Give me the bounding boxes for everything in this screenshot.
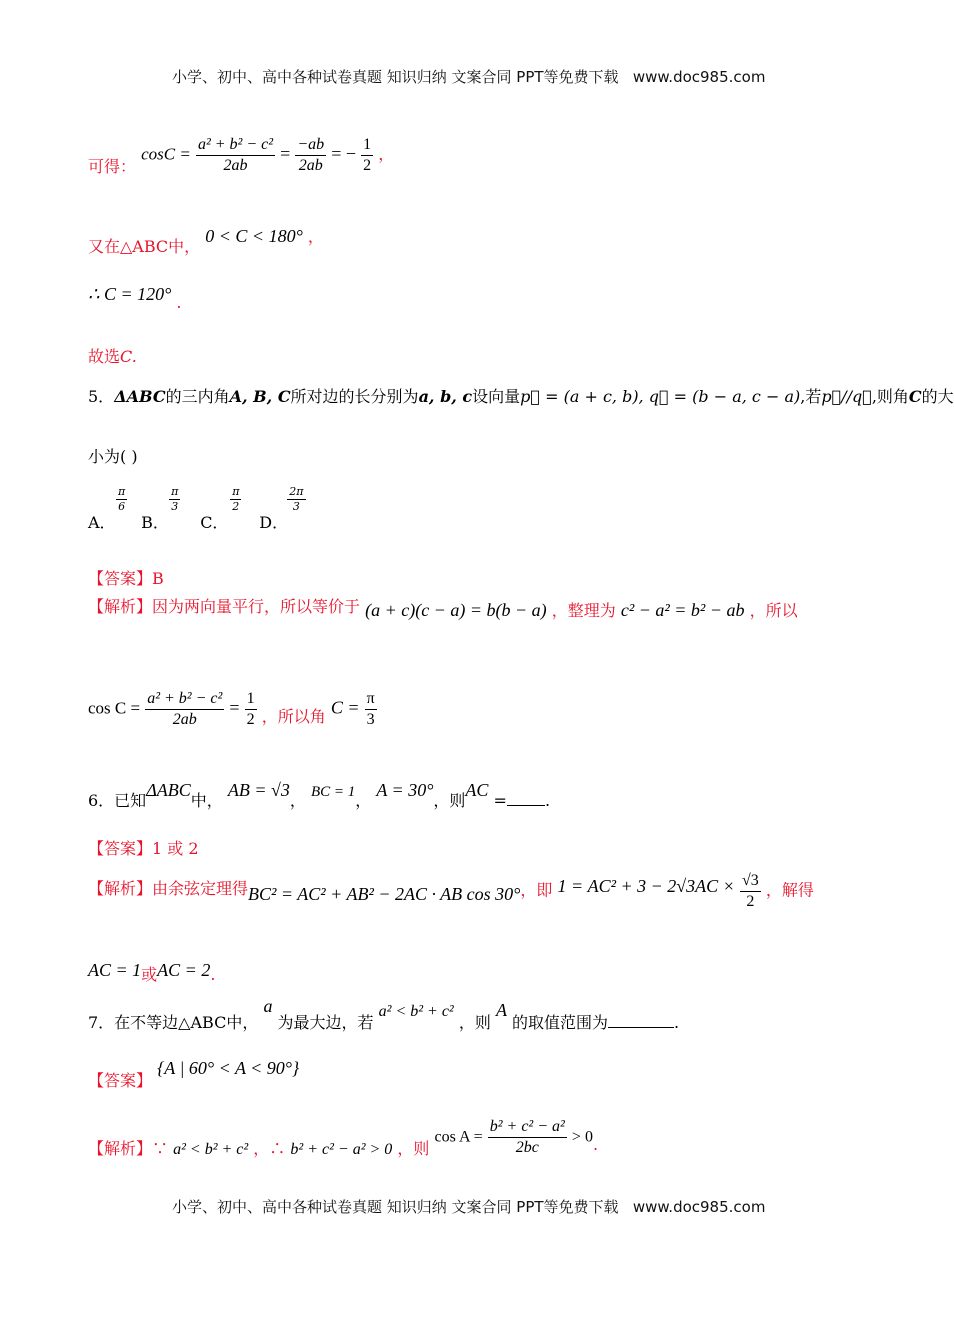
text: ，则 xyxy=(458,1013,491,1032)
q5-explanation-line1 xyxy=(88,598,798,621)
minus: = − xyxy=(331,143,357,164)
denominator: 2 xyxy=(246,710,255,728)
q5-number: 5． xyxy=(88,387,115,406)
numerator: π xyxy=(169,486,180,500)
text: 的取值范围为 xyxy=(512,1013,609,1032)
c-equals: C = xyxy=(330,697,360,718)
q6-answer: 【答案】1 或 2 xyxy=(88,839,199,858)
cos-c: cosC = xyxy=(141,144,191,164)
range-expr: 0 < C < 180° xyxy=(205,226,303,246)
option-b[interactable] xyxy=(141,485,195,532)
greater-than-zero: > 0 xyxy=(571,1128,593,1146)
fraction xyxy=(169,486,180,513)
comma: ， xyxy=(289,791,306,810)
vectors: p⃗ = (a + c, b), q⃗ = (b − a, c − a) xyxy=(520,387,801,406)
q5-explanation-line2 xyxy=(88,690,377,728)
text: ，所以 xyxy=(749,601,798,620)
q7-number: 7．在不等边△ABC中， xyxy=(88,1013,259,1032)
text: 设向量 xyxy=(472,387,521,406)
numerator: 1 xyxy=(245,690,257,710)
numerator: a² + b² − c² xyxy=(196,136,275,156)
equals: = xyxy=(229,697,240,718)
fraction xyxy=(116,486,127,513)
numerator: π xyxy=(116,486,127,500)
period: . xyxy=(592,1134,599,1154)
page-footer xyxy=(172,1196,765,1217)
text: ,若 xyxy=(800,387,822,406)
text: ，解得 xyxy=(765,880,814,900)
text: 或 xyxy=(141,965,158,984)
denominator: 2ab xyxy=(298,156,323,174)
option-label: D． xyxy=(259,513,289,532)
numerator: a² + b² − c² xyxy=(145,690,224,710)
result-1: AC = 1 xyxy=(88,960,142,980)
cos-c: cos C = xyxy=(88,698,141,718)
option-label: C． xyxy=(200,513,229,532)
triangle-abc: ΔABC xyxy=(114,387,166,406)
cosine-law: BC² = AC² + AB² − 2AC · AB cos 30° xyxy=(248,883,521,904)
q5-stem-line2: 小为( ) xyxy=(88,447,138,466)
period: . xyxy=(674,1013,680,1032)
period: . xyxy=(544,791,551,810)
option-d[interactable] xyxy=(259,485,313,532)
jiexi-text: 【解析】因为两向量平行，所以等价于 xyxy=(88,597,361,616)
keda-label: 可得： xyxy=(88,156,137,176)
equation-2: 1 = AC² + 3 − 2√3AC × xyxy=(557,875,735,896)
inequality-2: b² + c² − a² > 0 xyxy=(290,1140,393,1158)
answer-c: C. xyxy=(120,347,137,366)
fraction-3 xyxy=(361,136,373,174)
fraction xyxy=(365,690,377,728)
side-a: a xyxy=(263,996,273,1016)
denominator: 3 xyxy=(171,500,179,514)
denominator: 3 xyxy=(366,710,375,728)
denominator: 2bc xyxy=(515,1138,539,1156)
footer-url: www.doc985.com xyxy=(632,1198,766,1216)
denominator: 2 xyxy=(232,500,240,514)
option-c[interactable] xyxy=(200,485,254,532)
q5-answer: 【答案】B xyxy=(88,569,164,588)
option-label: B． xyxy=(141,513,169,532)
denominator: 2 xyxy=(363,156,372,174)
guxuan-text: 故选 xyxy=(88,347,121,366)
numerator: 2π xyxy=(287,486,305,500)
denominator: 2ab xyxy=(172,710,197,728)
header-text: 小学、初中、高中各种试卷真题 知识归纳 文案合同 PPT等免费下载 xyxy=(172,68,619,86)
q4-range-line xyxy=(88,224,324,256)
jiexi-text: 【解析】由余弦定理得 xyxy=(88,878,249,898)
option-label: A． xyxy=(88,513,116,532)
fraction xyxy=(488,1118,567,1156)
q6-stem xyxy=(88,778,551,810)
answer-label: 【答案】 xyxy=(88,1071,153,1090)
q7-answer xyxy=(88,1056,300,1090)
answer-blank[interactable] xyxy=(507,805,545,806)
fraction xyxy=(287,486,305,513)
text: ，则 xyxy=(397,1138,430,1158)
fraction xyxy=(230,486,241,513)
fraction xyxy=(245,690,257,728)
period: . xyxy=(210,965,216,984)
comma: ， xyxy=(307,227,324,246)
comma: ， xyxy=(378,144,395,164)
text: ,则角 xyxy=(871,387,909,406)
result-2: AC = 2 xyxy=(157,960,211,980)
bc-value: BC = 1 xyxy=(310,784,356,800)
numerator: π xyxy=(230,486,241,500)
angle-a: A xyxy=(495,1000,507,1020)
period: . xyxy=(176,293,182,312)
numerator: −ab xyxy=(295,136,326,156)
text: ，整理为 xyxy=(551,601,616,620)
q6-explanation-line1 xyxy=(88,872,814,910)
equation-b: c² − a² = b² − ab xyxy=(620,600,745,620)
sides: a, b, c xyxy=(418,387,473,406)
text: 所对边的长分别为 xyxy=(290,387,419,406)
denominator: 2ab xyxy=(223,156,248,174)
fraction-2 xyxy=(295,136,326,174)
option-a[interactable] xyxy=(88,485,136,532)
triangle-abc: ΔABC xyxy=(146,780,191,800)
text: ，∴ xyxy=(253,1138,286,1158)
q7-explanation xyxy=(88,1118,598,1156)
text: 为最大边，若 xyxy=(277,1013,374,1032)
fraction xyxy=(145,690,224,728)
therefore-expr: ∴ C = 120° xyxy=(88,284,172,304)
text: 的三内角 xyxy=(165,387,230,406)
ac-label: AC xyxy=(465,780,489,800)
q5-stem-line1 xyxy=(88,384,954,407)
equals: = xyxy=(493,791,507,810)
text: 中， xyxy=(190,791,223,810)
numerator: √3 xyxy=(740,872,761,892)
denominator: 3 xyxy=(292,500,300,514)
equation-a: (a + c)(c − a) = b(b − a) xyxy=(365,600,547,620)
fraction-1 xyxy=(196,136,275,174)
angle-c: C xyxy=(908,387,922,406)
text: 的大 xyxy=(921,387,954,406)
page-header xyxy=(172,66,765,87)
numerator: π xyxy=(365,690,377,710)
a-value: A = 30° xyxy=(376,780,434,800)
cos-a: cos A = xyxy=(434,1128,483,1146)
answer-set: {A | 60° < A < 90°} xyxy=(157,1058,300,1078)
text: ，则 xyxy=(433,791,466,810)
answer-blank[interactable] xyxy=(608,1027,674,1028)
q7-stem xyxy=(88,996,680,1032)
footer-text: 小学、初中、高中各种试卷真题 知识归纳 文案合同 PPT等免费下载 xyxy=(172,1198,619,1216)
parallel-condition: p⃗//q⃗ xyxy=(821,387,872,406)
ab-value: AB = √3 xyxy=(227,780,290,800)
angles: A, B, C xyxy=(229,387,291,406)
q6-explanation-line2 xyxy=(88,958,216,984)
denominator: 2 xyxy=(746,892,755,910)
q4-therefore-line xyxy=(88,284,182,312)
q4-conclusion xyxy=(88,344,137,367)
youzai-text: 又在△ABC中， xyxy=(88,237,201,256)
numerator: 1 xyxy=(361,136,373,156)
q5-options xyxy=(88,485,313,532)
text: ，所以角 xyxy=(261,706,326,726)
header-url: www.doc985.com xyxy=(632,68,766,86)
q4-cos-formula: 可得： cosC = $\frac{\text{a² + b² − c²}}{2ab}$ = $\frac{-ab}{2ab}$ = − $\frac{1}{2}$ ， xyxy=(88,136,395,176)
jiexi-text: 【解析】∵ xyxy=(88,1138,169,1158)
inequality: a² < b² + c² xyxy=(378,1003,454,1020)
fraction xyxy=(740,872,761,910)
q6-number: 6．已知 xyxy=(88,791,147,810)
inequality: a² < b² + c² xyxy=(173,1140,249,1158)
numerator: b² + c² − a² xyxy=(488,1118,567,1138)
comma: ， xyxy=(355,791,372,810)
denominator: 6 xyxy=(118,500,126,514)
text: ，即 xyxy=(520,880,553,900)
